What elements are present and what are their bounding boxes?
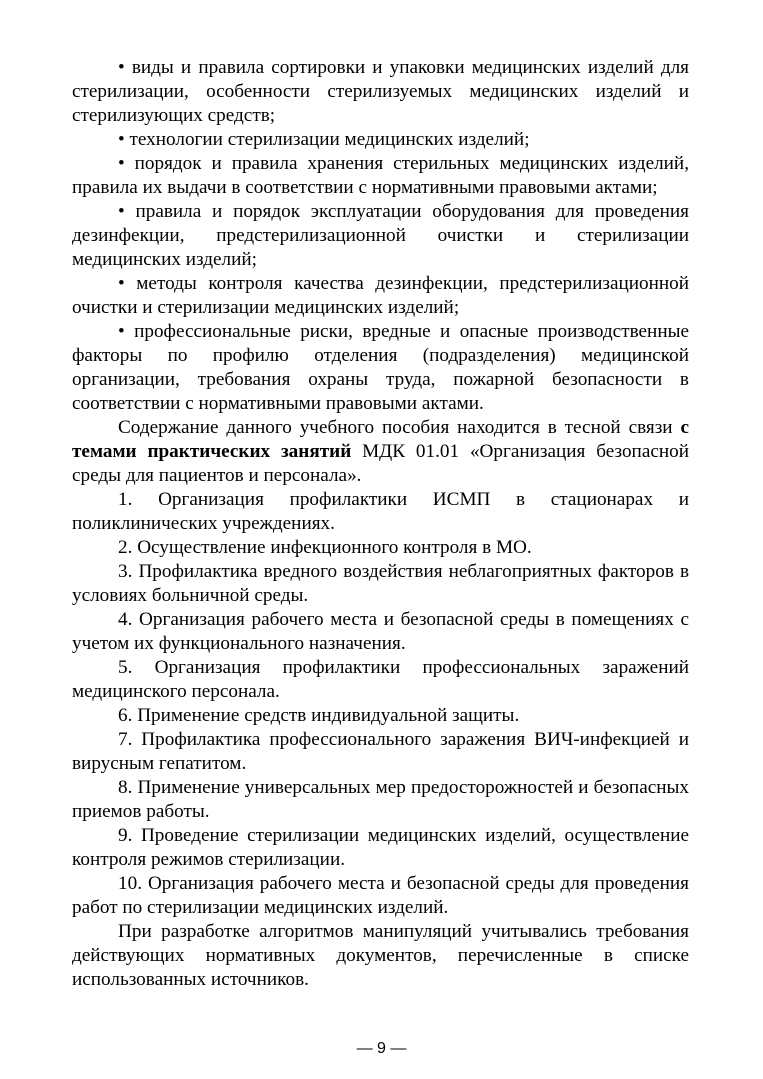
intro-text-start: Содержание данного учебного пособия находится в тесной связи: [118, 417, 681, 438]
topic-item: 8. Применение универсальных мер предосторожностей и безопасных приемов работы.: [72, 777, 689, 822]
intro-paragraph: [72, 416, 689, 488]
topic-item: 1. Организация профилактики ИСМП в стационарах и поликлинических учреждениях.: [72, 489, 689, 534]
intro-text-end: МДК 01.01 «Организация безопасной среды для пациентов и персонала».: [72, 441, 689, 486]
topic-item: 9. Проведение стерилизации медицинских изделий, осуществление контроля режимов стерилизации.: [72, 825, 689, 870]
topic-item: 10. Организация рабочего места и безопасной среды для проведения работ по стерилизации медицинских изделий.: [72, 873, 689, 918]
topic-item: 2. Осуществление инфекционного контроля в МО.: [118, 537, 532, 558]
bullet-item: • методы контроля качества дезинфекции, предстерилизационной очистки и стерилизации медицинских изделий;: [72, 273, 689, 318]
bullet-item: • виды и правила сортировки и упаковки медицинских изделий для стерилизации, особенности стерилизуемых медицинских изделий и стерилизующих средств;: [72, 57, 689, 126]
topic-item: 6. Применение средств индивидуальной защиты.: [118, 705, 520, 726]
bullet-item: • технологии стерилизации медицинских изделий;: [118, 129, 530, 150]
bullet-item: • профессиональные риски, вредные и опасные производственные факторы по профилю отделения (подразделения) медицинской организации, требования охраны труда, пожарной безопасности в соответствии с нормативными правовыми актами.: [72, 321, 689, 414]
topic-item: 5. Организация профилактики профессиональных заражений медицинского персонала.: [72, 657, 689, 702]
bullet-item: • порядок и правила хранения стерильных медицинских изделий, правила их выдачи в соответствии с нормативными правовыми актами;: [72, 153, 689, 198]
intro-bold-text: с темами практических занятий: [72, 417, 689, 462]
topic-item: 4. Организация рабочего места и безопасной среды в помещениях с учетом их функционального назначения.: [72, 609, 689, 654]
closing-paragraph: При разработке алгоритмов манипуляций учитывались требования действующих нормативных документов, перечисленные в списке использованных источников.: [72, 921, 689, 990]
topic-item: 3. Профилактика вредного воздействия неблагоприятных факторов в условиях больничной среды.: [72, 561, 689, 606]
page-number: — 9 —: [356, 1040, 407, 1057]
bullet-item: • правила и порядок эксплуатации оборудования для проведения дезинфекции, предстерилизационной очистки и стерилизации медицинских изделий;: [72, 201, 689, 270]
topic-item: 7. Профилактика профессионального заражения ВИЧ-инфекцией и вирусным гепатитом.: [72, 729, 689, 774]
body-text: [72, 56, 689, 992]
